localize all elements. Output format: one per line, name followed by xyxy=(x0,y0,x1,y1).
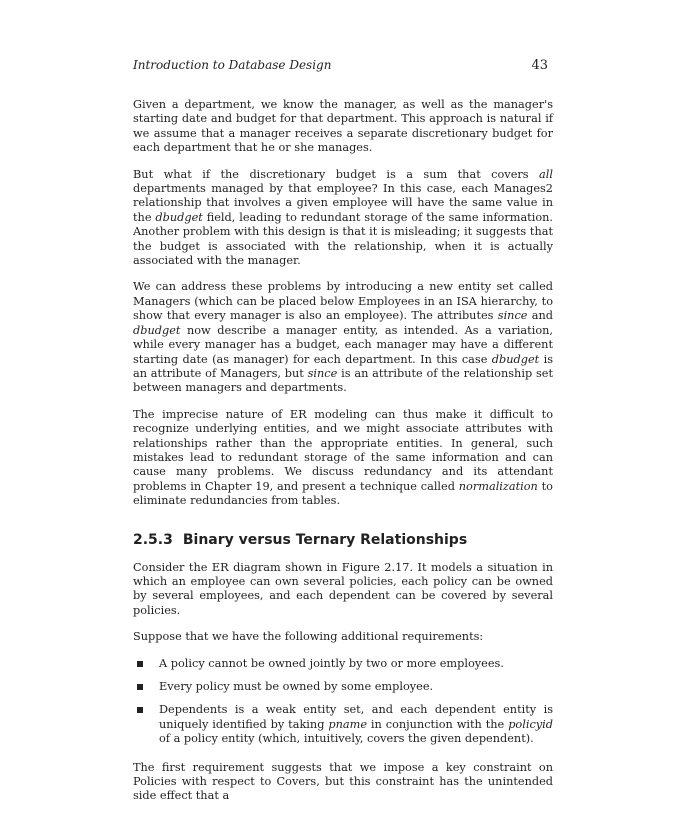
paragraph-imprecise-modeling: The imprecise nature of ER modeling can thus make it difficult to recognize underlying entities, and we might associate attributes with relationships rather than the appropriate entities. In general, such mistakes lead to redundant storage of the same information and can cause many problems. We discuss redundancy and its attendant problems in Chapter 19, and present a technique called normalization to eliminate redundancies from tables. xyxy=(133,407,553,508)
paragraph-first-requirement: The first requirement suggests that we impose a key constraint on Policies with respect to Covers, but this constraint has the unintended side effect that a xyxy=(133,760,553,803)
section-title: Binary versus Ternary Relationships xyxy=(182,531,468,548)
paragraph-manager-budget: Given a department, we know the manager, as well as the manager's starting date and budget for that department. This approach is natural if we assume that a manager receives a separate discretionary budget for each department that he or she manages. xyxy=(133,98,553,155)
bullet-square-icon xyxy=(137,661,143,667)
running-title: Introduction to Database Design xyxy=(133,58,332,72)
term-dbudget: dbudget xyxy=(155,210,203,224)
section-number: 2.5.3 xyxy=(133,531,173,548)
body-text xyxy=(133,98,553,816)
term-policyid: policyid xyxy=(508,717,553,731)
term-normalization: normalization xyxy=(458,479,538,493)
paragraph-managers-entity: We can address these problems by introducing a new entity set called Managers (which can be placed below Employees in an ISA hierarchy, to show that every manager is also an employee). The attributes since and dbudget now describe a manager entity, as intended. As a variation, while every manager has a budget, each manager may have a different starting date (as manager) for each department. In this case dbudget is an attribute of Managers, but since is an attribute of the relationship set between managers and departments. xyxy=(133,280,553,395)
term-dbudget: dbudget xyxy=(491,352,540,366)
paragraph-er-diagram: Consider the ER diagram shown in Figure 2.17. It models a situation in which an employee can own several policies, each policy can be owned by several employees, and each dependent can be covered by several policies. xyxy=(133,560,553,617)
list-item: Dependents is a weak entity set, and each dependent entity is uniquely identified by taking pname in conjunction with the policyid of a policy entity (which, intuitively, covers the given dependent). xyxy=(133,703,553,746)
paragraph-requirements-intro: Suppose that we have the following additional requirements: xyxy=(133,630,484,644)
list-item: A policy cannot be owned jointly by two or more employees. xyxy=(133,657,553,671)
term-since: since xyxy=(307,366,338,380)
bullet-square-icon xyxy=(137,707,143,713)
emphasis-all: all xyxy=(539,167,553,181)
running-header xyxy=(133,58,548,73)
term-pname: pname xyxy=(328,717,367,731)
term-dbudget: dbudget xyxy=(133,323,181,337)
requirements-list xyxy=(133,657,553,747)
term-since: since xyxy=(497,309,528,323)
bullet-square-icon xyxy=(137,684,143,690)
paragraph-discretionary-budget: But what if the discretionary budget is a sum that covers all departments managed by that employee? In this case, each Manages2 relationship that involves a given employee will have the same value in the dbudget field, leading to redundant storage of the same information. Another problem with this design is that it is misleading; it suggests that the budget is associated with the relationship, when it is actually associated with the manager. xyxy=(133,167,553,268)
section-heading xyxy=(133,531,553,549)
page-number: 43 xyxy=(531,58,548,73)
list-item: Every policy must be owned by some employee. xyxy=(133,680,553,694)
